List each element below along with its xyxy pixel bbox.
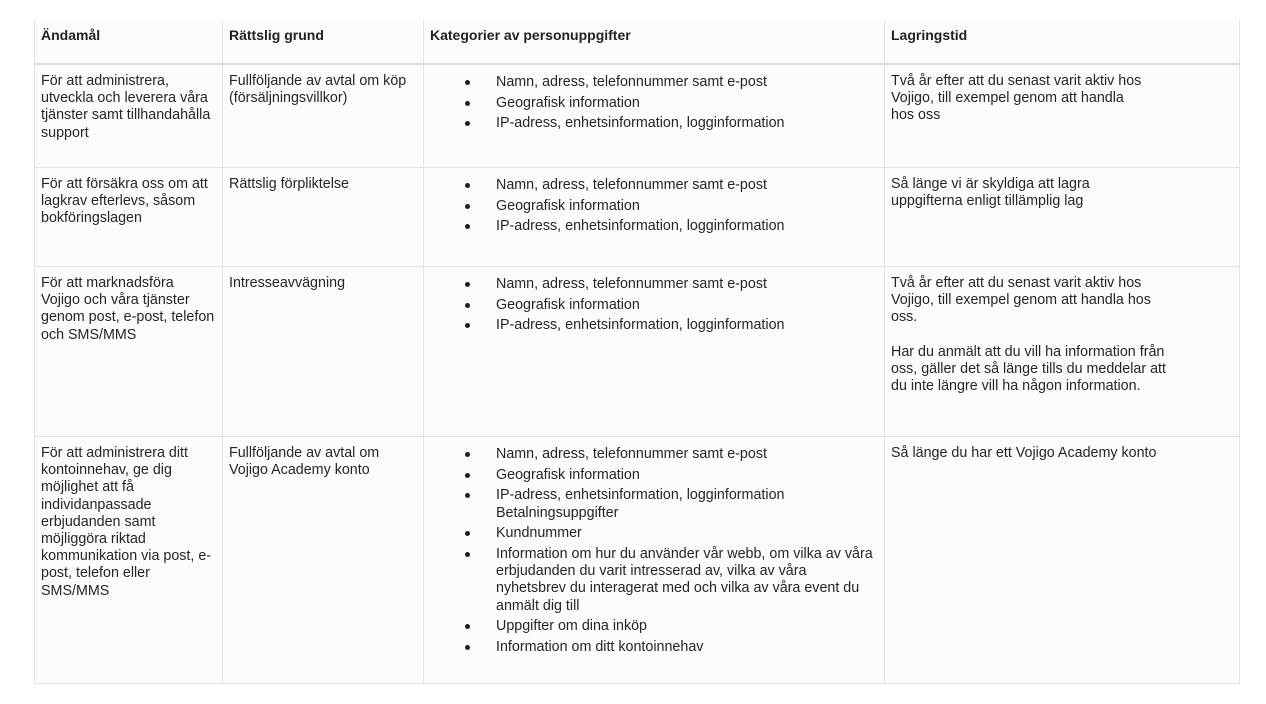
purpose-text: För att försäkra oss om att lagkrav efterlevs, såsom bokföringslagen [41, 176, 208, 227]
categories-cell [424, 437, 885, 684]
header-legal-basis: Rättslig grund [223, 20, 424, 64]
table-row [35, 64, 1240, 168]
categories-cell [424, 168, 885, 267]
purpose-cell [35, 437, 223, 684]
list-item: IP-adress, enhetsinformation, logginformation [496, 317, 877, 334]
legal-basis-cell [223, 437, 424, 684]
categories-list [430, 74, 877, 133]
bullet-icon [465, 452, 470, 457]
retention-text: Så länge vi är skyldiga att lagra uppgifterna enligt tillämplig lag [891, 176, 1090, 210]
categories-list [430, 446, 877, 656]
retention-text: Har du anmält att du vill ha information från oss, gäller det så länge tills du meddelar att du inte längre vill ha någon information. [891, 343, 1166, 395]
retention-text: Två år efter att du senast varit aktiv hos Vojigo, till exempel genom att handla hos oss. [891, 275, 1151, 326]
list-item: Geografisk information [496, 297, 877, 314]
bullet-icon [465, 101, 470, 106]
table-header-row [35, 20, 1240, 64]
retention-cell [885, 64, 1240, 168]
legal-basis-text: Fullföljande av avtal om köp (försäljningsvillkor) [229, 73, 407, 107]
bullet-icon [465, 282, 470, 287]
bullet-icon [465, 645, 470, 650]
purpose-cell [35, 267, 223, 437]
list-item: Geografisk information [496, 95, 877, 112]
legal-basis-cell [223, 267, 424, 437]
header-purpose: Ändamål [35, 20, 223, 64]
purpose-cell [35, 64, 223, 168]
header-retention: Lagringstid [885, 20, 1240, 64]
purpose-cell [35, 168, 223, 267]
legal-basis-text: Rättslig förpliktelse [229, 176, 349, 192]
bullet-icon [465, 80, 470, 85]
list-item: Geografisk information [496, 467, 877, 484]
list-item: IP-adress, enhetsinformation, logginformation Betalningsuppgifter [496, 487, 877, 521]
bullet-icon [465, 552, 470, 557]
list-item: Namn, adress, telefonnummer samt e-post [496, 276, 877, 293]
bullet-icon [465, 121, 470, 126]
purpose-text: För att administrera, utveckla och leverera våra tjänster samt tillhandahålla support [41, 73, 211, 141]
bullet-icon [465, 473, 470, 478]
bullet-icon [465, 183, 470, 188]
list-item: Namn, adress, telefonnummer samt e-post [496, 446, 877, 463]
list-item: Namn, adress, telefonnummer samt e-post [496, 177, 877, 194]
purpose-text: För att administrera ditt kontoinnehav, ge dig möjlighet att få individanpassade erbjudanden samt möjliggöra riktad kommunikation via post, e-post, telefon eller SMS/MMS [41, 445, 212, 599]
list-item: Information om hur du använder vår webb, om vilka av våra erbjudanden du varit intresserad av, vilka av våra nyhetsbrev du interagerat med och vilka av våra event du anmält dig till [496, 546, 877, 615]
table-row [35, 267, 1240, 437]
privacy-table-container [34, 20, 1239, 684]
categories-list [430, 177, 877, 236]
bullet-icon [465, 224, 470, 229]
list-item: Geografisk information [496, 198, 877, 215]
bullet-icon [465, 303, 470, 308]
table-row [35, 168, 1240, 267]
legal-basis-cell [223, 64, 424, 168]
retention-text: Två år efter att du senast varit aktiv hos Vojigo, till exempel genom att handla hos oss [891, 73, 1142, 124]
retention-cell [885, 168, 1240, 267]
categories-cell [424, 267, 885, 437]
categories-cell [424, 64, 885, 168]
retention-cell [885, 267, 1240, 437]
categories-list [430, 276, 877, 335]
list-item: Namn, adress, telefonnummer samt e-post [496, 74, 877, 91]
header-categories: Kategorier av personuppgifter [424, 20, 885, 64]
list-item: IP-adress, enhetsinformation, logginformation [496, 115, 877, 132]
bullet-icon [465, 624, 470, 629]
bullet-icon [465, 323, 470, 328]
list-item: Kundnummer [496, 525, 877, 542]
legal-basis-cell [223, 168, 424, 267]
legal-basis-text: Intresseavvägning [229, 275, 346, 291]
personal-data-processing-table [34, 20, 1240, 684]
bullet-icon [465, 204, 470, 209]
legal-basis-text: Fullföljande av avtal om Vojigo Academy konto [229, 445, 380, 479]
list-item: Information om ditt kontoinnehav [496, 639, 877, 656]
purpose-text: För att marknadsföra Vojigo och våra tjänster genom post, e-post, telefon och SMS/MMS [41, 275, 215, 343]
retention-cell [885, 437, 1240, 684]
list-item: Uppgifter om dina inköp [496, 618, 877, 635]
bullet-icon [465, 531, 470, 536]
retention-text: Så länge du har ett Vojigo Academy konto [891, 445, 1157, 461]
bullet-icon [465, 493, 470, 498]
list-item: IP-adress, enhetsinformation, logginformation [496, 218, 877, 235]
table-row [35, 437, 1240, 684]
